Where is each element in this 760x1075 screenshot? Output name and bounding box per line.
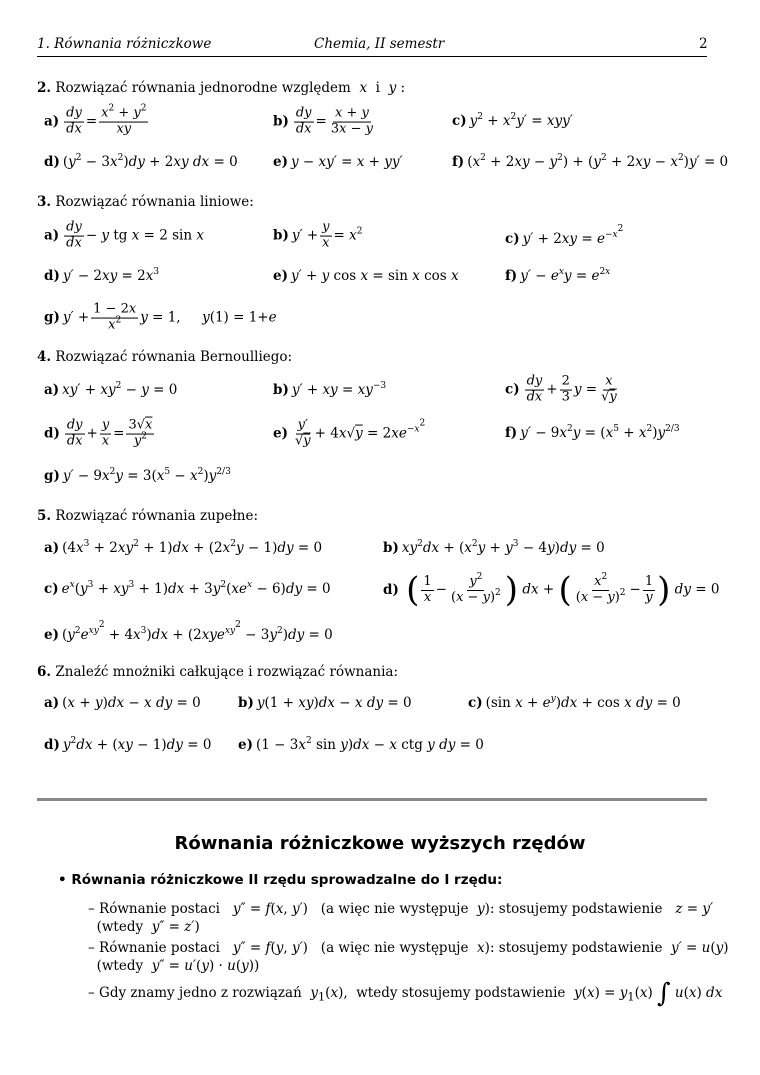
section-4-heading: 4. Rozwiązać równania Bernoulliego: [37,349,293,365]
eq-2d: d) $(y^2 - 3x^2)dy + 2xy$ dx = 0 [44,153,238,170]
bullet-heading: • Równania różniczkowe II rzędu sprowadzalne do I rzędu: [58,872,503,888]
eq-6e: e) ($1 - 3x^2$ sin y)dx − x ctg y dy = 0 [238,736,484,753]
section-5-heading: 5. Rozwiązać równania zupełne: [37,508,259,524]
part-title: Równania różniczkowe wyższych rzędów [174,833,586,854]
eq-4c: c) $\frac{dy}{dx}$ + $\frac{2}{3}$ y = $\frac{x}{√y}$ [505,373,617,405]
eq-2c: c) $y^2 + x^2y' = xyy'$ [452,112,573,129]
eq-3e: e) y′ + y cos x = sin x cos x [273,268,459,284]
eq-4f: f) $y' - 9x^2y = (x^5 + x^2)y^{2/3}$ [505,424,680,441]
eq-5b: b) $xy^2dx + (x^2y + y^3 - 4y)dy = 0$ [383,539,605,556]
eq-3a: a) $\frac{dy}{dx}$ − y tg x = 2 sin x [44,219,204,251]
eq-5e: e) $(y^2e^{xy^2} + 4x^3)dx + (2xye^{xy^2} - 3y^2)dy = 0$ [44,620,333,643]
header-chapter: 1. Równania różniczkowe [37,36,212,52]
eq-4b: b) y′ + xy = $xy^{-3}$ [273,381,387,398]
eq-4a: a) $xy' + xy^2 - y = 0$ [44,381,178,398]
eq-2b: b) $\frac{dy}{dx}$ = $\frac{x + y}{3x - y}$ [273,105,373,137]
eq-4d: d) $\frac{dy}{dx}$ + $\frac{y}{x}$ = $\frac{3√x}{y^2}$ [44,417,153,449]
section-2-heading: 2. Rozwiązać równania jednorodne względem x i y : [37,80,406,96]
eq-6a: a) (x + y)dx − x dy = 0 [44,695,201,711]
eq-6d: d) $y^2dx + (xy - 1)dy = 0$ [44,736,212,753]
section-3-heading: 3. Rozwiązać równania liniowe: [37,194,254,210]
eq-3d: d) $y' - 2xy = 2x^3$ [44,267,160,284]
eq-6c: c) (sin $x + e^y)dx + \cos x$ dy = 0 [468,694,681,711]
method-item-1: – Równanie postaci y″ = f(x, y′) (a więc nie występuje y): stosujemy podstawienie z = y′ (wtedy y″ = z′) [88,901,714,935]
eq-5d: d) ( $\frac{1}{x}$ − $\frac{y^2}{(x - y)^2}$ ) dx + ( $\frac{x^2}{(x - y)^2}$ − $\frac{1}{y}$ ) dy = 0 [383,570,720,610]
eq-3f: f) $y' - e^xy = e^{2x}$ [505,267,611,284]
eq-3c: c) $y' + 2xy = e^{-x^2}$ [505,224,624,247]
eq-2e: e) y − xy′ = x + yy′ [273,154,403,170]
eq-5a: a) $(4x^3 + 2xy^2 + 1)dx + (2x^2y - 1)dy = 0$ [44,539,323,556]
section-6-heading: 6. Znaleźć mnożniki całkujące i rozwiązać równania: [37,664,398,680]
eq-6b: b) y(1 + xy)dx − x dy = 0 [238,695,412,711]
method-item-3: – Gdy znamy jedno z rozwiązań $y_1(x)$, wtedy stosujemy podstawienie $y(x) = y_1(x)$ ∫ u(x) dx [88,978,723,1009]
method-item-2: – Równanie postaci y″ = f(y, y′) (a więc nie występuje x): stosujemy podstawienie y′ = u(y) (wtedy y″ = u′(y) · u(y)) [88,940,729,974]
eq-4g: g) $y' - 9x^2y = 3(x^5 - x^2)y^{2/3}$ [44,467,231,484]
header-course: Chemia, II semestr [314,36,445,52]
eq-3g: g) y′ + $\frac{1 - 2x}{x^2}$ y = 1, y(1) = 1+e [44,301,277,333]
eq-2a: a) $\frac{dy}{dx}$ = $\frac{x^2 + y^2}{xy}$ [44,103,147,137]
eq-3b: b) y′ + $\frac{y}{x}$ = $x^2$ [273,219,363,251]
header-rule [37,56,707,57]
section-divider [37,798,707,801]
eq-4e: e) $\frac{y'}{√y}$ + $4x√y = 2xe^{-x^2}$ [273,417,426,449]
eq-2f: f) $(x^2 + 2xy - y^2) + (y^2 + 2xy - x^2)y' = 0$ [452,153,729,170]
eq-5c: c) $e^x(y^3 + xy^3 + 1)dx + 3y^2(xe^x - 6)dy = 0$ [44,580,331,597]
header-page-number: 2 [699,36,708,52]
